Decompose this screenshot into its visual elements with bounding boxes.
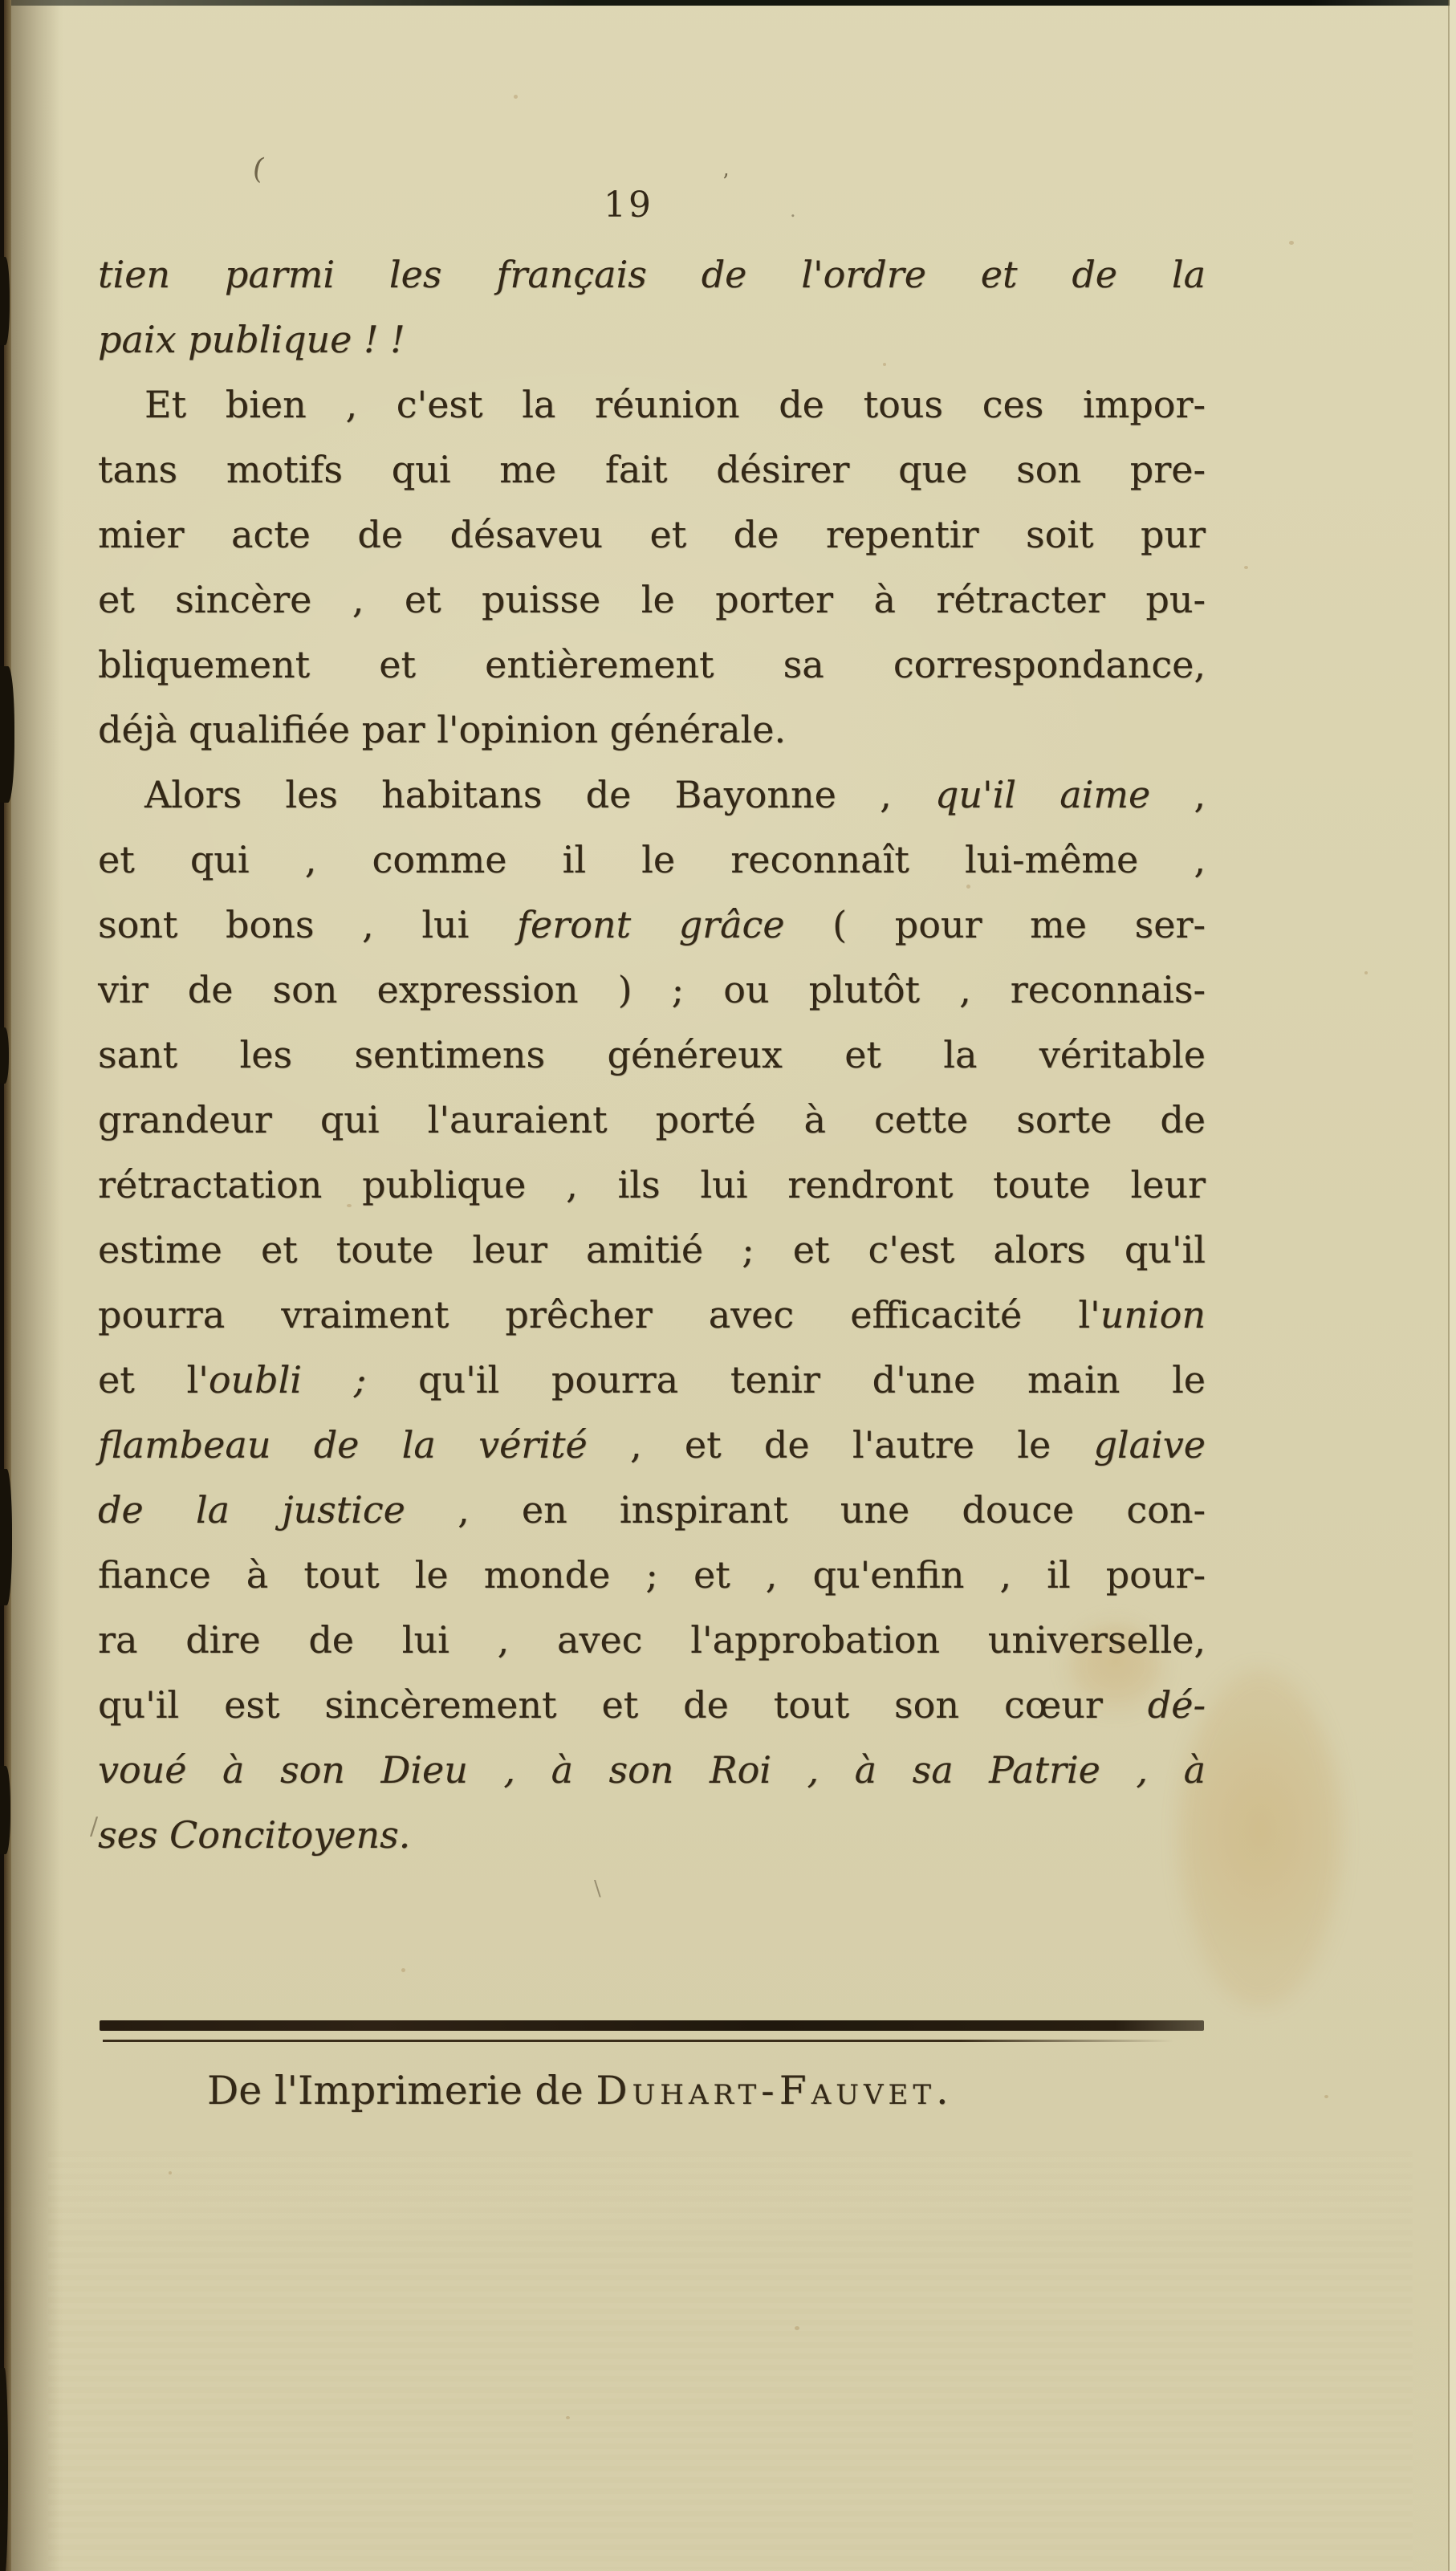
text-line (98, 307, 1206, 372)
text-segment: Duhart-Fauvet (596, 2068, 936, 2113)
text-segment: de la justice (98, 1488, 405, 1532)
text-line (98, 502, 1206, 567)
page-stack-edge (4, 0, 11, 2571)
text-line (98, 1478, 1206, 1543)
text-segment: qu'il est sincèrement et de tout son cœur (98, 1683, 1148, 1727)
body-text (98, 242, 1206, 1868)
text-line (98, 1218, 1206, 1283)
text-line (98, 1803, 1206, 1868)
text-segment: tien parmi les français de l'ordre et de la (98, 253, 1206, 296)
speck (514, 95, 518, 99)
text-segment: glaive (1093, 1423, 1206, 1467)
text-segment: , (1150, 773, 1206, 816)
binding-mark (0, 666, 14, 803)
text-segment: sont bons , lui (98, 903, 518, 946)
text-line (98, 1738, 1206, 1803)
text-line (98, 1023, 1206, 1088)
text-segment: paix publique ! ! (98, 318, 405, 361)
text-line (98, 893, 1206, 958)
text-segment: voué à son Dieu , à son Roi , à sa Patrie , à (98, 1748, 1206, 1792)
ink-flaw: / (90, 1812, 99, 1841)
binding-mark (0, 1766, 10, 1854)
text-segment: qu'il aime (934, 773, 1151, 816)
text-segment: flambeau de la vérité (98, 1423, 588, 1467)
text-line (98, 763, 1206, 828)
page-right-edge (1450, 0, 1456, 2571)
speck (795, 2326, 799, 2330)
text-segment: , et de l'autre le (587, 1423, 1094, 1467)
text-line (98, 1348, 1206, 1413)
paper-banding-texture (48, 2151, 1413, 2569)
separator-rule-thick (100, 2020, 1204, 2031)
text-line (98, 242, 1206, 307)
separator-rule-thin (103, 2040, 1174, 2042)
text-line (98, 633, 1206, 698)
text-line (98, 567, 1206, 633)
binding-mark (0, 257, 10, 345)
gutter-shadow (11, 0, 59, 2571)
text-segment: feront grâce (517, 903, 785, 946)
text-segment: et sincère , et puisse le porter à rétracter pu- (98, 578, 1206, 621)
scan-top-edge (0, 0, 1456, 6)
binding-mark (0, 2368, 8, 2571)
text-segment: union (1100, 1293, 1206, 1336)
text-segment: vir de son expression ) ; ou plutôt , reconnais- (98, 968, 1206, 1011)
text-segment: et qui , comme il le reconnaît lui-même , (98, 838, 1206, 881)
text-segment: ses Concitoyens. (98, 1813, 411, 1857)
text-line (98, 437, 1206, 502)
text-segment: , en inspirant une douce con- (405, 1488, 1206, 1532)
text-segment: et l' (98, 1358, 209, 1401)
text-segment: pourra vraiment prêcher avec efficacité l' (98, 1293, 1100, 1336)
text-segment: oubli ; (208, 1358, 367, 1401)
text-line (98, 1153, 1206, 1218)
text-segment: estime et toute leur amitié ; et c'est alors qu'il (98, 1228, 1206, 1271)
text-segment: bliquement et entièrement sa correspondance, (98, 643, 1206, 686)
text-segment: mier acte de désaveu et de repentir soit pur (98, 513, 1206, 556)
speck (1244, 566, 1248, 569)
text-segment: . (936, 2068, 949, 2113)
text-segment: De l'Imprimerie de (207, 2068, 596, 2113)
page-number: 19 (604, 185, 653, 226)
printer-colophon (207, 2068, 949, 2113)
text-segment: dé- (1147, 1683, 1206, 1727)
speck (566, 2416, 570, 2419)
text-segment: ra dire de lui , avec l'approbation universelle, (98, 1618, 1206, 1662)
text-line (98, 1608, 1206, 1673)
text-segment: grandeur qui l'auraient porté à cette sorte de (98, 1098, 1206, 1141)
ink-flaw: ’ (722, 170, 730, 194)
speck (401, 1968, 405, 1972)
ink-flaw: \ (594, 1877, 601, 1901)
speck (1324, 2095, 1328, 2098)
text-segment: Et bien , c'est la réunion de tous ces impor- (144, 383, 1206, 426)
text-segment: déjà qualifiée par l'opinion générale. (98, 708, 787, 751)
text-segment: fiance à tout le monde ; et , qu'enfin , il pour- (98, 1553, 1206, 1597)
text-line (98, 1088, 1206, 1153)
text-line (98, 1543, 1206, 1608)
text-segment: rétractation publique , ils lui rendront toute leur (98, 1163, 1206, 1206)
ink-flaw: . (790, 199, 796, 222)
text-line (98, 1283, 1206, 1348)
text-segment: tans motifs qui me fait désirer que son pre- (98, 448, 1206, 491)
speck (1289, 241, 1294, 245)
text-segment: qu'il pourra tenir d'une main le (366, 1358, 1206, 1401)
text-segment: ( pour me ser- (784, 903, 1206, 946)
text-segment: sant les sentimens généreux et la véritable (98, 1033, 1206, 1076)
text-line (98, 698, 1206, 763)
text-line (98, 1413, 1206, 1478)
text-segment: Alors les habitans de Bayonne , (144, 773, 935, 816)
text-line (98, 372, 1206, 437)
speck (169, 2171, 172, 2174)
speck (1364, 971, 1368, 974)
text-line (98, 828, 1206, 893)
binding-mark (0, 1469, 12, 1605)
text-line (98, 958, 1206, 1023)
binding-mark (0, 1027, 9, 1084)
ink-flaw: ( (250, 152, 267, 186)
text-line (98, 1673, 1206, 1738)
